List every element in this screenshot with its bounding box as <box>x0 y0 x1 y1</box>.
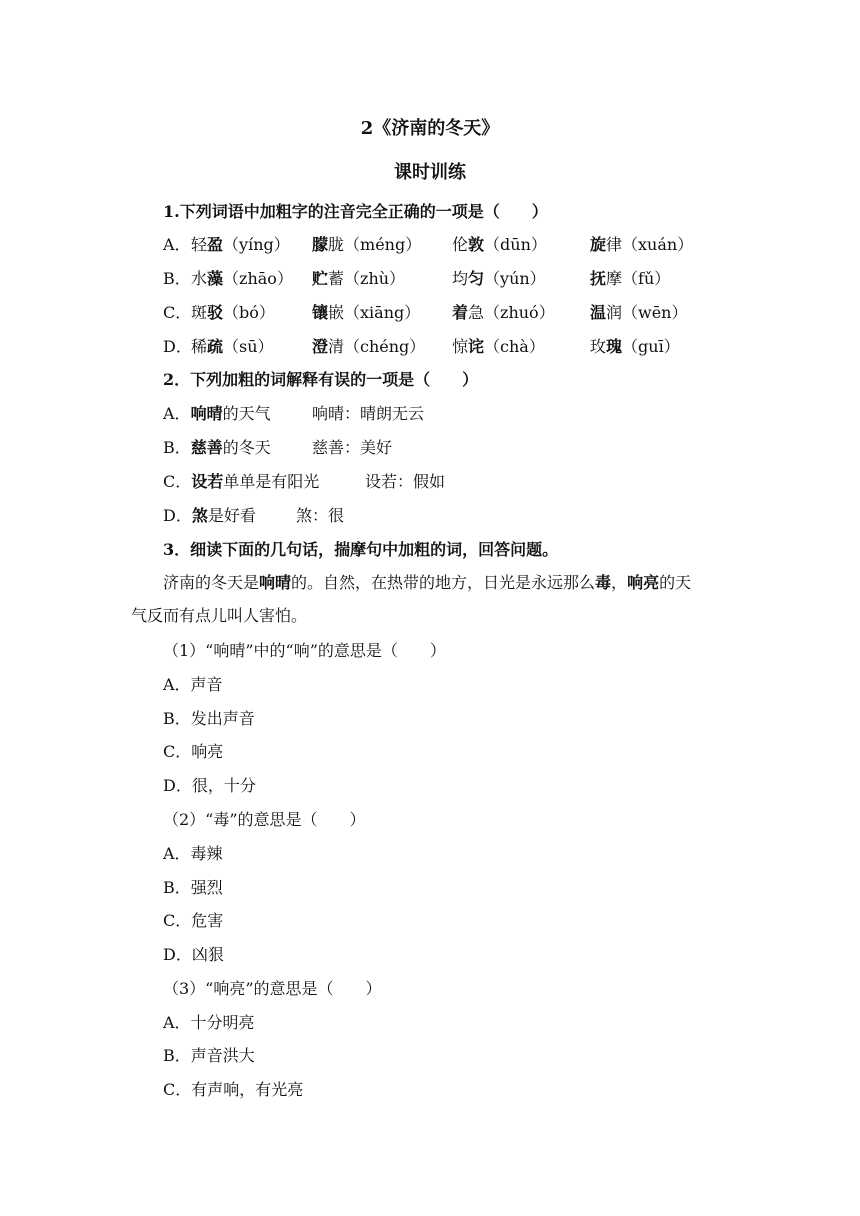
word-item: 旋律（xuán） <box>590 235 694 254</box>
question-2-stem: 2．下列加粗的词解释有误的一项是（ ） <box>163 370 479 389</box>
document-title: 2《济南的冬天》 <box>360 118 500 139</box>
option-explanation: 慈善：美好 <box>312 438 393 457</box>
sub3-option-a: A．十分明亮 <box>163 1013 255 1032</box>
passage-line-2: 气反而有点儿叫人害怕。 <box>131 606 308 625</box>
word-item: 伦敦（dūn） <box>452 235 547 254</box>
word-item: 温润（wēn） <box>590 303 688 322</box>
word-item: 稀疏（sū） <box>191 337 274 356</box>
word-item: 朦胧（méng） <box>312 235 422 254</box>
option-explanation: 煞：很 <box>296 506 345 525</box>
q2-option-b: B．慈善的冬天 慈善：美好 <box>163 438 393 457</box>
sub1-option-d: D．很，十分 <box>163 776 256 795</box>
q2-option-c: C．设若单单是有阳光 设若：假如 <box>163 472 446 491</box>
sub1-option-a: A．声音 <box>163 675 223 694</box>
sub-question-2-stem: （2）“毒”的意思是（ ） <box>163 810 366 829</box>
q2-option-d: D．煞是好看 煞：很 <box>163 506 345 525</box>
sub2-option-b: B．强烈 <box>163 878 223 897</box>
option-label: C． <box>163 303 192 322</box>
word-item: 着急（zhuó） <box>452 303 555 322</box>
word-item: 水藻（zhāo） <box>191 269 293 288</box>
q2-option-a: A．响晴的天气 响晴：晴朗无云 <box>163 404 425 423</box>
option-label: B． <box>163 269 191 288</box>
option-label: A． <box>163 235 191 254</box>
word-item: 均匀（yún） <box>452 269 546 288</box>
passage-line-1: 济南的冬天是响晴的。自然，在热带的地方，日光是永远那么毒，响亮的天 <box>163 573 692 592</box>
word-item: 贮蓄（zhù） <box>312 269 406 288</box>
word-item: 抚摩（fǔ） <box>590 269 671 288</box>
sub-question-1-stem: （1）“响晴”中的“响”的意思是（ ） <box>163 641 446 660</box>
option-explanation: 响晴：晴朗无云 <box>312 404 425 423</box>
document-subtitle: 课时训练 <box>394 162 466 183</box>
word-item: 澄清（chéng） <box>312 337 426 356</box>
sub1-option-c: C．响亮 <box>163 742 224 761</box>
sub1-option-b: B．发出声音 <box>163 709 255 728</box>
option-explanation: 设若：假如 <box>365 472 446 491</box>
word-item: 惊诧（chà） <box>452 337 545 356</box>
sub2-option-c: C．危害 <box>163 911 224 930</box>
sub2-option-d: D．凶狠 <box>163 945 224 964</box>
word-item: 玫瑰（guī） <box>590 337 680 356</box>
option-label: D． <box>163 337 192 356</box>
question-1-stem: 1.下列词语中加粗字的注音完全正确的一项是（ ） <box>163 202 548 221</box>
word-item: 轻盈（yíng） <box>191 235 290 254</box>
sub3-option-c: C．有声响，有光亮 <box>163 1080 304 1099</box>
sub3-option-b: B．声音洪大 <box>163 1046 255 1065</box>
word-item: 斑驳（bó） <box>191 303 275 322</box>
question-3-stem: 3．细读下面的几句话，揣摩句中加粗的词，回答问题。 <box>163 540 559 559</box>
word-item: 镶嵌（xiāng） <box>312 303 421 322</box>
sub-question-3-stem: （3）“响亮”的意思是（ ） <box>163 979 382 998</box>
sub2-option-a: A．毒辣 <box>163 844 223 863</box>
